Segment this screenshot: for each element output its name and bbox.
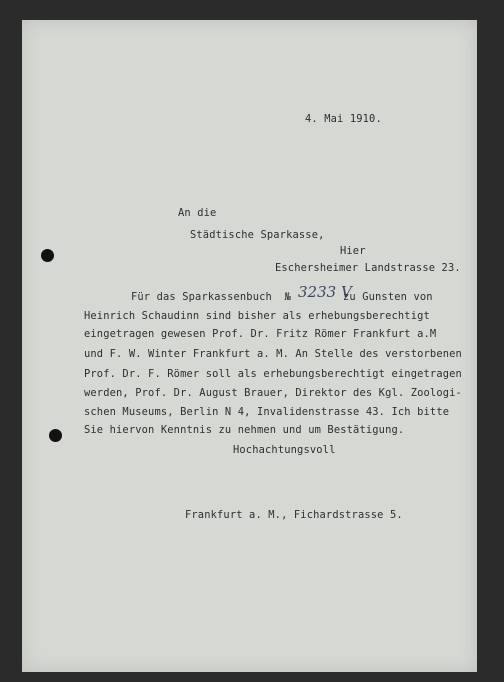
recipient-line-4: Eschersheimer Landstrasse 23. xyxy=(275,262,461,274)
sender-address: Frankfurt a. M., Fichardstrasse 5. xyxy=(185,509,403,521)
body-line-4: und F. W. Winter Frankfurt a. M. An Stelle des verstorbenen xyxy=(84,348,462,360)
body-line-8: Sie hiervon Kenntnis zu nehmen und um Bestätigung. xyxy=(84,424,405,436)
letter-page xyxy=(22,20,477,672)
recipient-line-1: An die xyxy=(178,207,217,219)
body-line-5: Prof. Dr. F. Römer soll als erhebungsberechtigt eingetragen xyxy=(84,368,462,380)
body-line-1-start: Für das Sparkassenbuch № xyxy=(131,291,292,303)
body-line-2: Heinrich Schaudinn sind bisher als erhebungsberechtigt xyxy=(84,310,430,322)
letter-date: 4. Mai 1910. xyxy=(305,113,382,125)
punch-hole-lower xyxy=(49,429,62,442)
body-line-6: werden, Prof. Dr. August Brauer, Direktor des Kgl. Zoologi- xyxy=(84,387,462,399)
body-line-3: eingetragen gewesen Prof. Dr. Fritz Römer Frankfurt a.M xyxy=(84,328,437,340)
handwritten-account-number: 3233 V xyxy=(298,283,352,301)
punch-hole-upper xyxy=(41,249,54,262)
closing: Hochachtungsvoll xyxy=(233,444,336,456)
recipient-line-2: Städtische Sparkasse, xyxy=(190,229,325,241)
recipient-line-3: Hier xyxy=(340,245,366,257)
body-line-7: schen Museums, Berlin N 4, Invalidenstrasse 43. Ich bitte xyxy=(84,406,450,418)
body-line-1-end: zu Gunsten von xyxy=(343,291,433,303)
